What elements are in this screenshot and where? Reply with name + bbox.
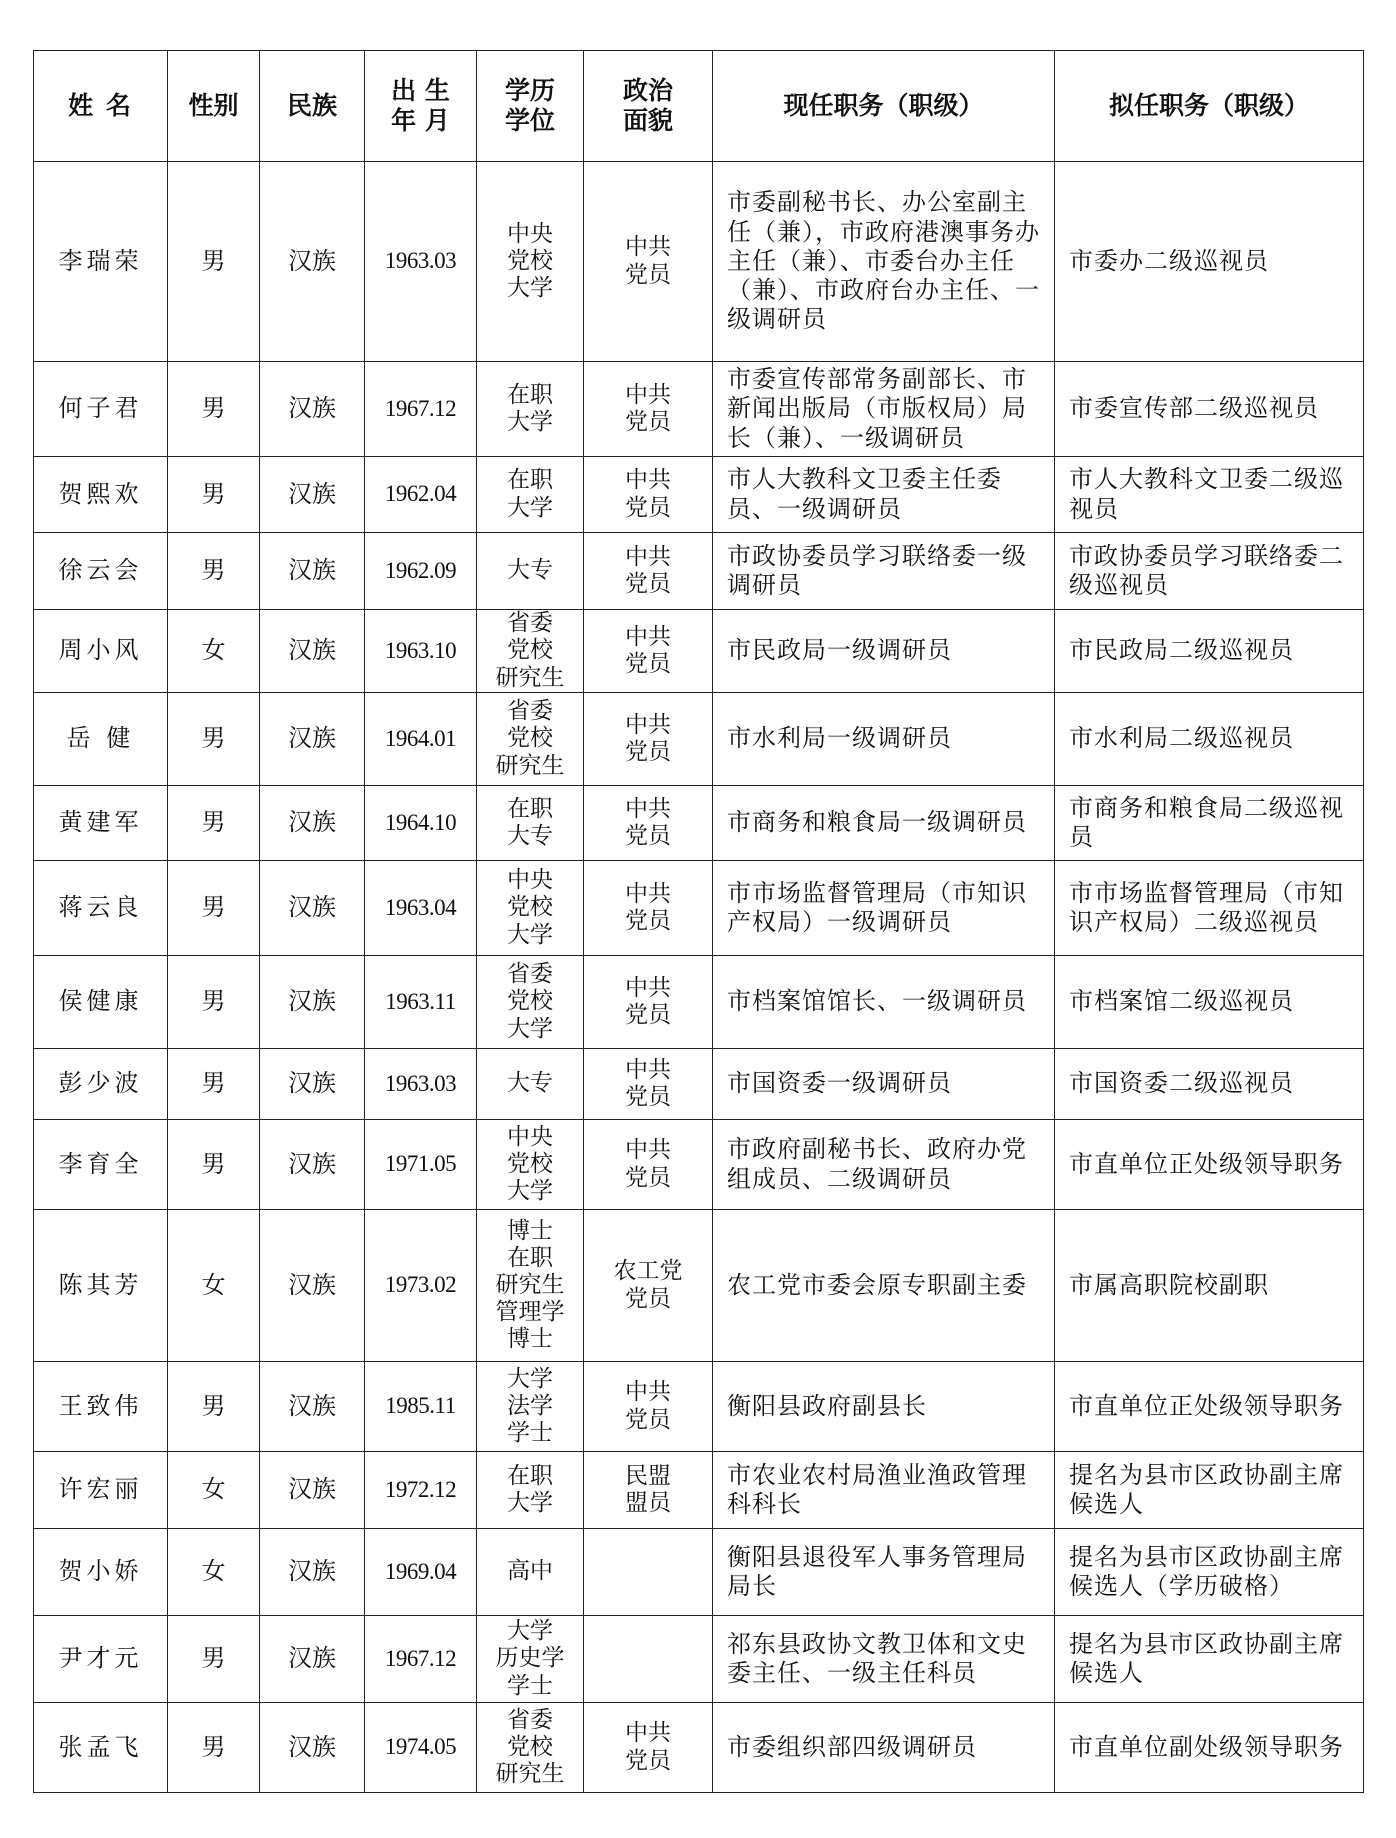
- cell-current-position: 农工党市委会原专职副主委: [713, 1210, 1055, 1362]
- cell-ethnicity: 汉族: [260, 610, 365, 693]
- cell-ethnicity: 汉族: [260, 1529, 365, 1616]
- cell-ethnicity: 汉族: [260, 956, 365, 1049]
- cell-current-position: 市政府副秘书长、政府办党组成员、二级调研员: [713, 1120, 1055, 1210]
- cell-birth: 1963.11: [365, 956, 477, 1049]
- table-body: [34, 162, 1364, 1793]
- cell-name: 张孟飞: [34, 1703, 168, 1793]
- cell-name: 徐云会: [34, 533, 168, 610]
- cell-birth: 1972.12: [365, 1452, 477, 1529]
- table-row: [34, 457, 1364, 533]
- cell-current-position: 市商务和粮食局一级调研员: [713, 786, 1055, 861]
- cell-gender: 男: [168, 1703, 260, 1793]
- cell-current-position: 市政协委员学习联络委一级调研员: [713, 533, 1055, 610]
- cell-birth: 1967.12: [365, 1616, 477, 1703]
- cell-gender: 男: [168, 1616, 260, 1703]
- cell-proposed-position: 市属高职院校副职: [1055, 1210, 1364, 1362]
- table-row: [34, 1049, 1364, 1120]
- cell-birth: 1971.05: [365, 1120, 477, 1210]
- cell-name: 黄建军: [34, 786, 168, 861]
- cell-gender: 女: [168, 1210, 260, 1362]
- cell-name: 周小风: [34, 610, 168, 693]
- cell-current-position: 衡阳县政府副县长: [713, 1362, 1055, 1452]
- cell-political: 中共 党员: [584, 533, 713, 610]
- cell-education: 省委 党校 大学: [477, 956, 584, 1049]
- cell-current-position: 市委组织部四级调研员: [713, 1703, 1055, 1793]
- cell-current-position: 祁东县政协文教卫体和文史委主任、一级主任科员: [713, 1616, 1055, 1703]
- cell-education: 在职 大学: [477, 457, 584, 533]
- cell-ethnicity: 汉族: [260, 533, 365, 610]
- cell-ethnicity: 汉族: [260, 1703, 365, 1793]
- cell-gender: 男: [168, 956, 260, 1049]
- cell-political: 民盟 盟员: [584, 1452, 713, 1529]
- cell-education: 大专: [477, 1049, 584, 1120]
- cell-political: 中共 党员: [584, 610, 713, 693]
- cell-current-position: 市水利局一级调研员: [713, 693, 1055, 786]
- table-row: [34, 1362, 1364, 1452]
- cell-education: 大学 法学 学士: [477, 1362, 584, 1452]
- cell-education: 省委 党校 研究生: [477, 1703, 584, 1793]
- cell-education: 在职 大学: [477, 1452, 584, 1529]
- cell-gender: 男: [168, 362, 260, 457]
- cell-proposed-position: 市直单位正处级领导职务: [1055, 1362, 1364, 1452]
- header-political: 政治 面貌: [584, 51, 713, 162]
- header-gender: 性别: [168, 51, 260, 162]
- table-row: [34, 1703, 1364, 1793]
- cell-political: 中共 党员: [584, 693, 713, 786]
- cell-political: [584, 1529, 713, 1616]
- cell-birth: 1969.04: [365, 1529, 477, 1616]
- cell-proposed-position: 市商务和粮食局二级巡视员: [1055, 786, 1364, 861]
- cell-current-position: 市农业农村局渔业渔政管理科科长: [713, 1452, 1055, 1529]
- cell-education: 大学 历史学 学士: [477, 1616, 584, 1703]
- cell-gender: 女: [168, 1452, 260, 1529]
- table-row: [34, 1452, 1364, 1529]
- cell-birth: 1962.04: [365, 457, 477, 533]
- cell-political: 中共 党员: [584, 786, 713, 861]
- cell-name: 许宏丽: [34, 1452, 168, 1529]
- header-birth: 出 生 年 月: [365, 51, 477, 162]
- table-row: [34, 786, 1364, 861]
- cell-proposed-position: 市水利局二级巡视员: [1055, 693, 1364, 786]
- cell-name: 王致伟: [34, 1362, 168, 1452]
- cell-proposed-position: 市委宣传部二级巡视员: [1055, 362, 1364, 457]
- table-row: [34, 162, 1364, 362]
- cell-birth: 1963.03: [365, 162, 477, 362]
- cell-current-position: 衡阳县退役军人事务管理局局长: [713, 1529, 1055, 1616]
- cell-political: 中共 党员: [584, 362, 713, 457]
- header-ethnicity: 民族: [260, 51, 365, 162]
- cell-name: 蒋云良: [34, 861, 168, 956]
- cell-name: 岳 健: [34, 693, 168, 786]
- cell-gender: 男: [168, 786, 260, 861]
- cell-political: 中共 党员: [584, 1703, 713, 1793]
- cell-birth: 1962.09: [365, 533, 477, 610]
- cell-proposed-position: 提名为县市区政协副主席候选人: [1055, 1452, 1364, 1529]
- cell-ethnicity: 汉族: [260, 1049, 365, 1120]
- cell-political: [584, 1616, 713, 1703]
- table-row: [34, 362, 1364, 457]
- cell-birth: 1964.10: [365, 786, 477, 861]
- cell-current-position: 市档案馆馆长、一级调研员: [713, 956, 1055, 1049]
- table-row: [34, 1529, 1364, 1616]
- cell-gender: 男: [168, 1362, 260, 1452]
- cell-proposed-position: 市政协委员学习联络委二级巡视员: [1055, 533, 1364, 610]
- header-row: [34, 51, 1364, 162]
- cell-proposed-position: 市人大教科文卫委二级巡视员: [1055, 457, 1364, 533]
- cell-education: 中央 党校 大学: [477, 1120, 584, 1210]
- cell-political: 中共 党员: [584, 1049, 713, 1120]
- table-row: [34, 610, 1364, 693]
- table-row: [34, 861, 1364, 956]
- cell-ethnicity: 汉族: [260, 693, 365, 786]
- cell-ethnicity: 汉族: [260, 162, 365, 362]
- cell-proposed-position: 市直单位副处级领导职务: [1055, 1703, 1364, 1793]
- cell-current-position: 市市场监督管理局（市知识产权局）一级调研员: [713, 861, 1055, 956]
- cell-education: 在职 大专: [477, 786, 584, 861]
- table-row: [34, 533, 1364, 610]
- cell-proposed-position: 市委办二级巡视员: [1055, 162, 1364, 362]
- table-row: [34, 1616, 1364, 1703]
- cell-political: 中共 党员: [584, 956, 713, 1049]
- cell-proposed-position: 提名为县市区政协副主席候选人（学历破格）: [1055, 1529, 1364, 1616]
- cell-gender: 男: [168, 162, 260, 362]
- cell-political: 中共 党员: [584, 162, 713, 362]
- cell-name: 贺熙欢: [34, 457, 168, 533]
- cell-education: 博士 在职 研究生 管理学 博士: [477, 1210, 584, 1362]
- header-proposed-position: 拟任职务（职级）: [1055, 51, 1364, 162]
- cell-education: 省委 党校 研究生: [477, 693, 584, 786]
- cell-name: 侯健康: [34, 956, 168, 1049]
- cell-gender: 男: [168, 693, 260, 786]
- cell-political: 中共 党员: [584, 861, 713, 956]
- cell-gender: 男: [168, 1120, 260, 1210]
- cell-name: 陈其芳: [34, 1210, 168, 1362]
- cell-ethnicity: 汉族: [260, 1210, 365, 1362]
- cell-birth: 1974.05: [365, 1703, 477, 1793]
- cell-ethnicity: 汉族: [260, 1120, 365, 1210]
- appointment-table: [33, 50, 1364, 1793]
- cell-current-position: 市委宣传部常务副部长、市新闻出版局（市版权局）局长（兼）、一级调研员: [713, 362, 1055, 457]
- cell-proposed-position: 市民政局二级巡视员: [1055, 610, 1364, 693]
- cell-gender: 男: [168, 457, 260, 533]
- cell-gender: 男: [168, 533, 260, 610]
- cell-name: 李瑞荣: [34, 162, 168, 362]
- cell-political: 中共 党员: [584, 457, 713, 533]
- cell-education: 大专: [477, 533, 584, 610]
- cell-birth: 1963.10: [365, 610, 477, 693]
- table-row: [34, 956, 1364, 1049]
- cell-current-position: 市民政局一级调研员: [713, 610, 1055, 693]
- cell-gender: 女: [168, 610, 260, 693]
- cell-gender: 男: [168, 861, 260, 956]
- cell-current-position: 市国资委一级调研员: [713, 1049, 1055, 1120]
- cell-education: 省委 党校 研究生: [477, 610, 584, 693]
- header-name: 姓 名: [34, 51, 168, 162]
- cell-education: 高中: [477, 1529, 584, 1616]
- cell-ethnicity: 汉族: [260, 457, 365, 533]
- cell-gender: 男: [168, 1049, 260, 1120]
- cell-birth: 1963.04: [365, 861, 477, 956]
- cell-gender: 女: [168, 1529, 260, 1616]
- header-current-position: 现任职务（职级）: [713, 51, 1055, 162]
- cell-birth: 1963.03: [365, 1049, 477, 1120]
- cell-ethnicity: 汉族: [260, 362, 365, 457]
- cell-name: 彭少波: [34, 1049, 168, 1120]
- cell-proposed-position: 市市场监督管理局（市知识产权局）二级巡视员: [1055, 861, 1364, 956]
- cell-ethnicity: 汉族: [260, 861, 365, 956]
- cell-education: 中央 党校 大学: [477, 861, 584, 956]
- cell-birth: 1985.11: [365, 1362, 477, 1452]
- cell-ethnicity: 汉族: [260, 1362, 365, 1452]
- cell-name: 尹才元: [34, 1616, 168, 1703]
- cell-name: 何子君: [34, 362, 168, 457]
- cell-education: 在职 大学: [477, 362, 584, 457]
- cell-name: 贺小娇: [34, 1529, 168, 1616]
- cell-proposed-position: 市档案馆二级巡视员: [1055, 956, 1364, 1049]
- cell-ethnicity: 汉族: [260, 1616, 365, 1703]
- cell-birth: 1973.02: [365, 1210, 477, 1362]
- cell-proposed-position: 市直单位正处级领导职务: [1055, 1120, 1364, 1210]
- table-row: [34, 693, 1364, 786]
- cell-education: 中央 党校 大学: [477, 162, 584, 362]
- table-row: [34, 1210, 1364, 1362]
- cell-birth: 1964.01: [365, 693, 477, 786]
- cell-political: 农工党 党员: [584, 1210, 713, 1362]
- table-row: [34, 1120, 1364, 1210]
- cell-political: 中共 党员: [584, 1120, 713, 1210]
- cell-political: 中共 党员: [584, 1362, 713, 1452]
- cell-ethnicity: 汉族: [260, 1452, 365, 1529]
- cell-name: 李育全: [34, 1120, 168, 1210]
- cell-birth: 1967.12: [365, 362, 477, 457]
- header-education: 学历 学位: [477, 51, 584, 162]
- cell-ethnicity: 汉族: [260, 786, 365, 861]
- cell-current-position: 市人大教科文卫委主任委员、一级调研员: [713, 457, 1055, 533]
- cell-current-position: 市委副秘书长、办公室副主任（兼），市政府港澳事务办主任（兼）、市委台办主任（兼）、市政府台办主任、一级调研员: [713, 162, 1055, 362]
- cell-proposed-position: 提名为县市区政协副主席候选人: [1055, 1616, 1364, 1703]
- cell-proposed-position: 市国资委二级巡视员: [1055, 1049, 1364, 1120]
